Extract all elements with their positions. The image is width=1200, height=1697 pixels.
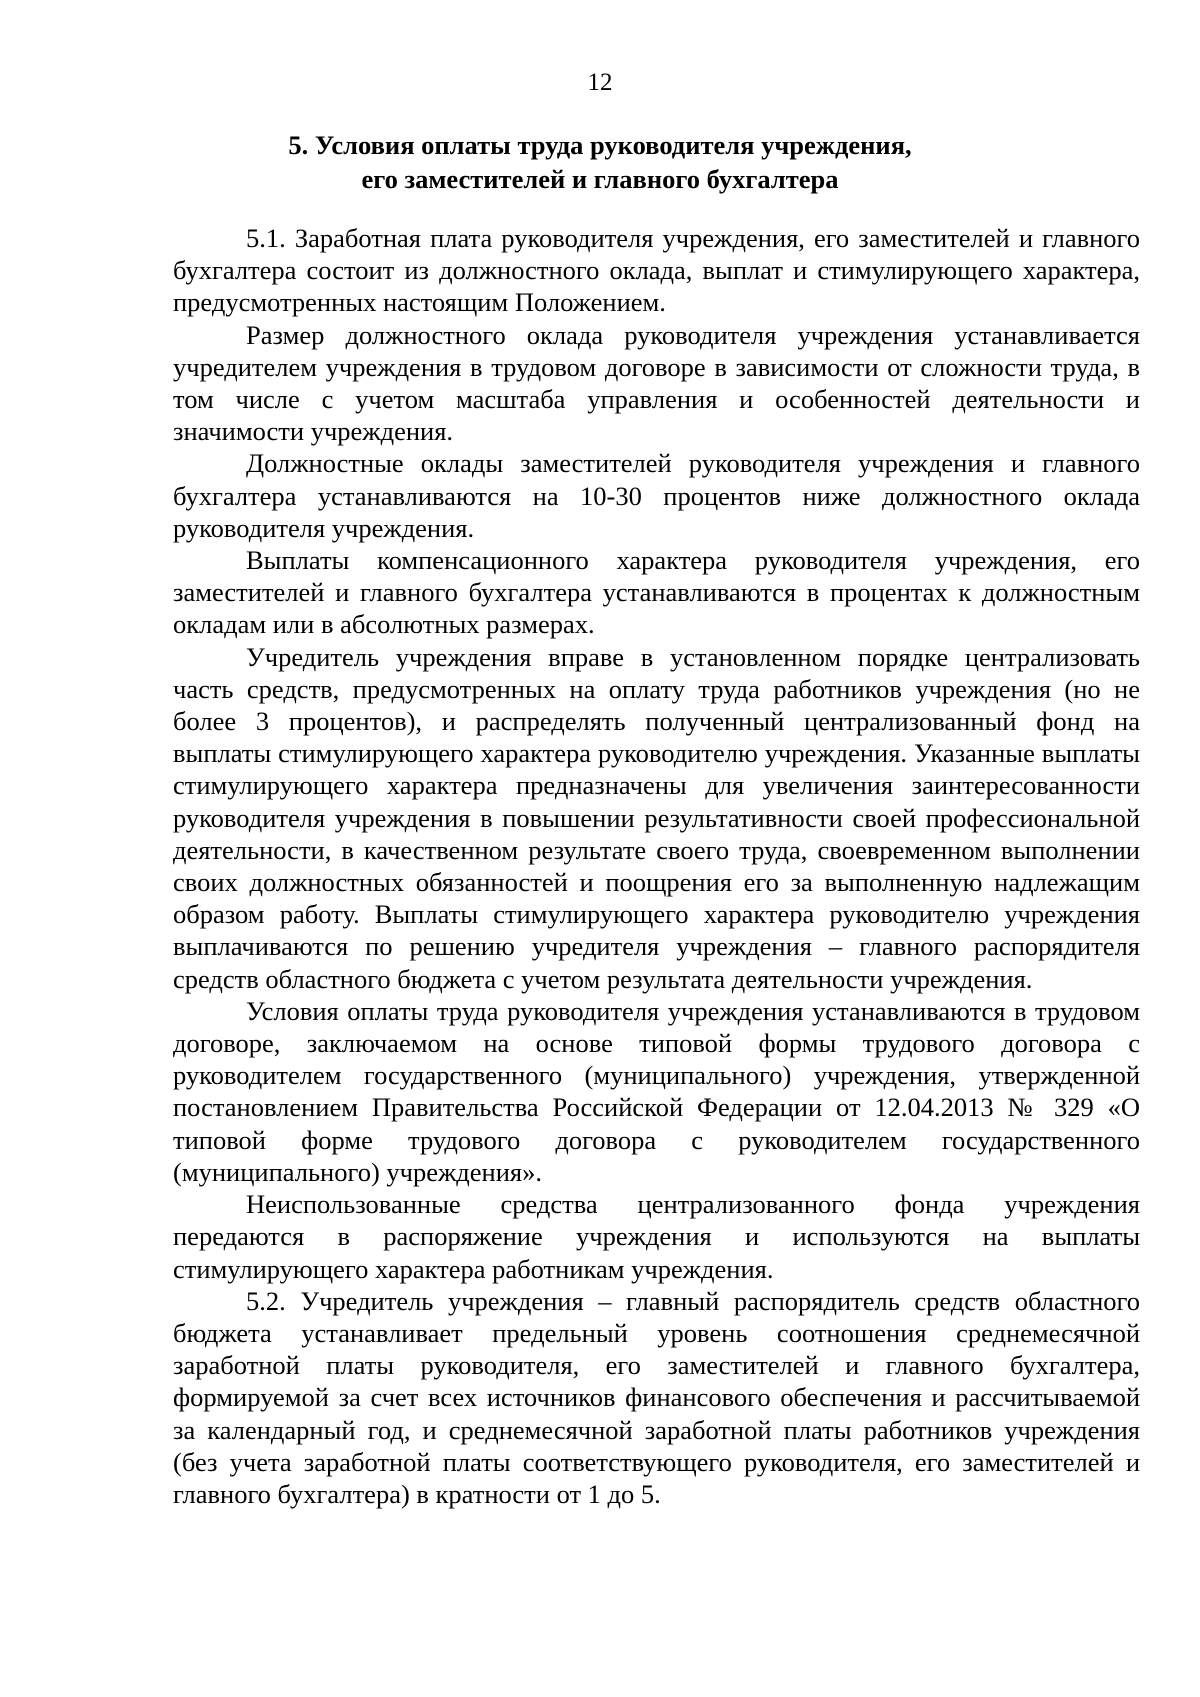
paragraph-unused-funds: Неиспользованные средства централизованного фонда учреждения передаются в распоряжение учреждения и используются на выплаты стимулирующего характера работникам учреждения. <box>173 1189 1140 1284</box>
paragraph-5-2: 5.2. Учредитель учреждения – главный распорядитель средств областного бюджета устанавливает предельный уровень соотношения среднемесячной заработной платы руководителя, его заместителей и главного бухгалтера, формируемой за счет всех источников финансового обеспечения и рассчитываемой за календарный год, и среднемесячной заработной платы работников учреждения (без учета заработной платы соответствующего руководителя, его заместителей и главного бухгалтера) в кратности от 1 до 5. <box>173 1285 1140 1509</box>
section-body <box>173 222 1140 1510</box>
paragraph-deputy-salaries: Должностные оклады заместителей руководителя учреждения и главного бухгалтера устанавливаются на 10-30 процентов ниже должностного оклада руководителя учреждения. <box>173 448 1140 543</box>
paragraph-employment-contract: Условия оплаты труда руководителя учреждения устанавливаются в трудовом договоре, заключаемом на основе типовой формы трудового договора с руководителем государственного (муниципального) учреждения, утвержденной постановлением Правительства Российской Федерации от 12.04.2013 № 329 «О типовой форме трудового договора с руководителем государственного (муниципального) учреждения». <box>173 995 1140 1187</box>
page-number: 12 <box>587 69 613 96</box>
paragraph-5-1: 5.1. Заработная плата руководителя учреждения, его заместителей и главного бухгалтера состоит из должностного оклада, выплат и стимулирующего характера, предусмотренных настоящим Положением. <box>173 223 1140 318</box>
section-heading-line-2: его заместителей и главного бухгалтера <box>361 164 839 194</box>
section-heading-line-1: 5. Условия оплаты труда руководителя учреждения, <box>288 130 912 160</box>
section-heading <box>160 128 1040 196</box>
paragraph-centralized-fund: Учредитель учреждения вправе в установленном порядке централизовать часть средств, предусмотренных на оплату труда работников учреждения (но не более 3 процентов), и распределять полученный централизованный фонд на выплаты стимулирующего характера руководителю учреждения. Указанные выплаты стимулирующего характера предназначены для увеличения заинтересованности руководителя учреждения в повышении результативности своей профессиональной деятельности, в качественном результате своего труда, своевременном выполнении своих должностных обязанностей и поощрения его за выполненную надлежащим образом работу. Выплаты стимулирующего характера руководителю учреждения выплачиваются по решению учредителя учреждения – главного распорядителя средств областного бюджета с учетом результата деятельности учреждения. <box>173 641 1140 994</box>
paragraph-head-salary: Размер должностного оклада руководителя учреждения устанавливается учредителем учреждения в трудовом договоре в зависимости от сложности труда, в том числе с учетом масштаба управления и особенностей деятельности и значимости учреждения. <box>173 319 1140 447</box>
paragraph-compensation-payments: Выплаты компенсационного характера руководителя учреждения, его заместителей и главного бухгалтера устанавливаются в процентах к должностным окладам или в абсолютных размерах. <box>173 545 1140 640</box>
